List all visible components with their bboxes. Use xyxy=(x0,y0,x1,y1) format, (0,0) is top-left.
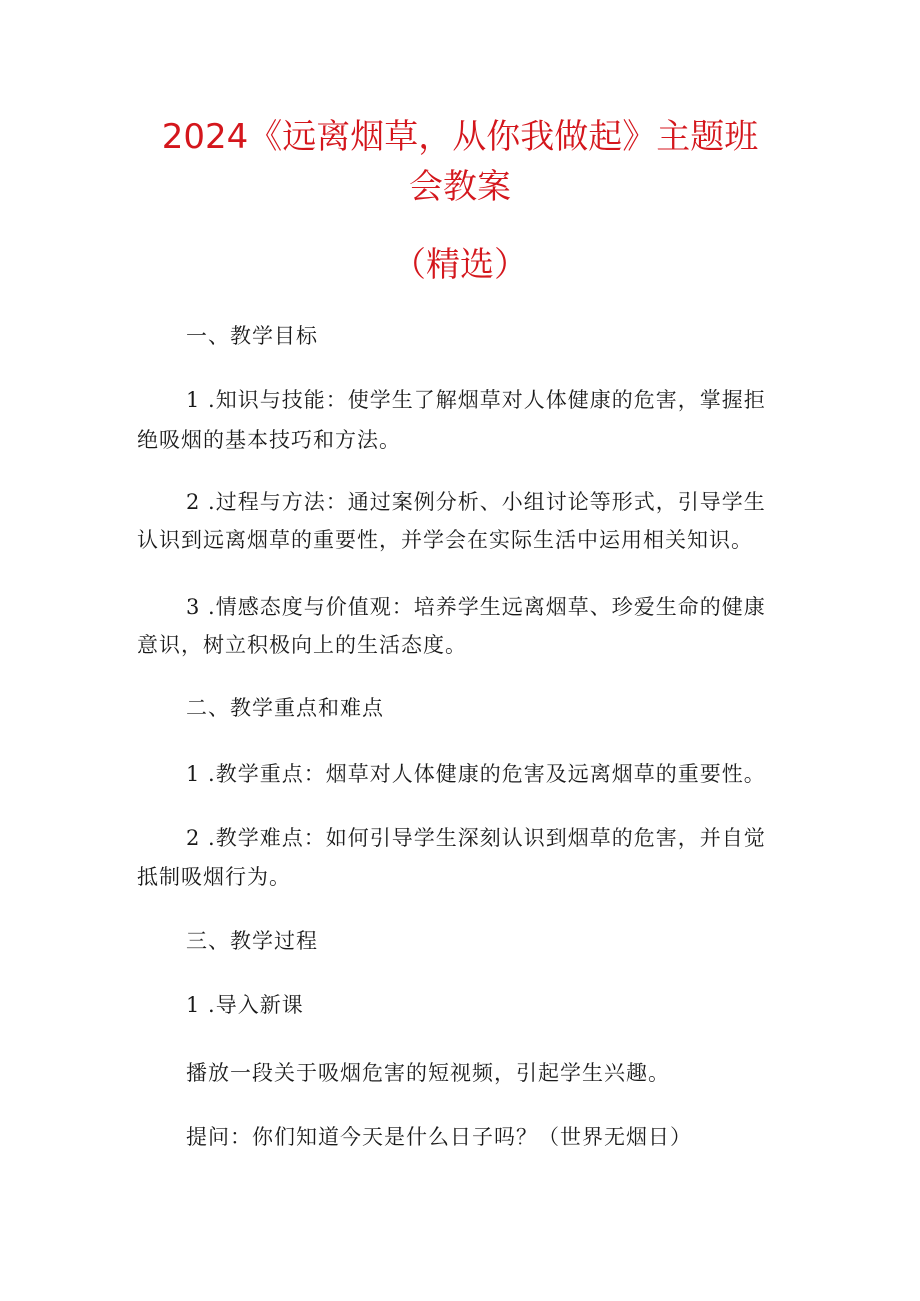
key-point-2-line-2: 抵制吸烟行为。 xyxy=(137,865,291,889)
objective-3-line-1: 3 .情感态度与价值观：培养学生远离烟草、珍爱生命的健康 xyxy=(186,595,766,619)
document-title-line-1: 2024《远离烟草，从你我做起》主题班 xyxy=(161,117,759,157)
key-point-1: 1 .教学重点：烟草对人体健康的危害及远离烟草的重要性。 xyxy=(186,762,766,786)
document-title-line-2: 会教案 xyxy=(409,167,511,207)
process-paragraph-question: 提问：你们知道今天是什么日子吗？（世界无烟日） xyxy=(186,1125,692,1149)
process-step-1-heading: 1 .导入新课 xyxy=(186,993,304,1017)
objective-2-line-1: 2 .过程与方法：通过案例分析、小组讨论等形式，引导学生 xyxy=(186,490,766,514)
section-heading-objectives: 一、教学目标 xyxy=(186,324,318,348)
objective-3-line-2: 意识，树立积极向上的生活态度。 xyxy=(137,633,467,657)
section-heading-process: 三、教学过程 xyxy=(186,929,318,953)
document-subtitle: （精选） xyxy=(392,245,528,285)
section-heading-key-points: 二、教学重点和难点 xyxy=(186,696,384,720)
objective-1-line-2: 绝吸烟的基本技巧和方法。 xyxy=(137,428,401,452)
process-paragraph-video: 播放一段关于吸烟危害的短视频，引起学生兴趣。 xyxy=(186,1061,670,1085)
key-point-2-line-1: 2 .教学难点：如何引导学生深刻认识到烟草的危害，并自觉 xyxy=(186,826,766,850)
objective-2-line-2: 认识到远离烟草的重要性，并学会在实际生活中运用相关知识。 xyxy=(137,528,753,552)
objective-1-line-1: 1 .知识与技能：使学生了解烟草对人体健康的危害，掌握拒 xyxy=(186,388,766,412)
